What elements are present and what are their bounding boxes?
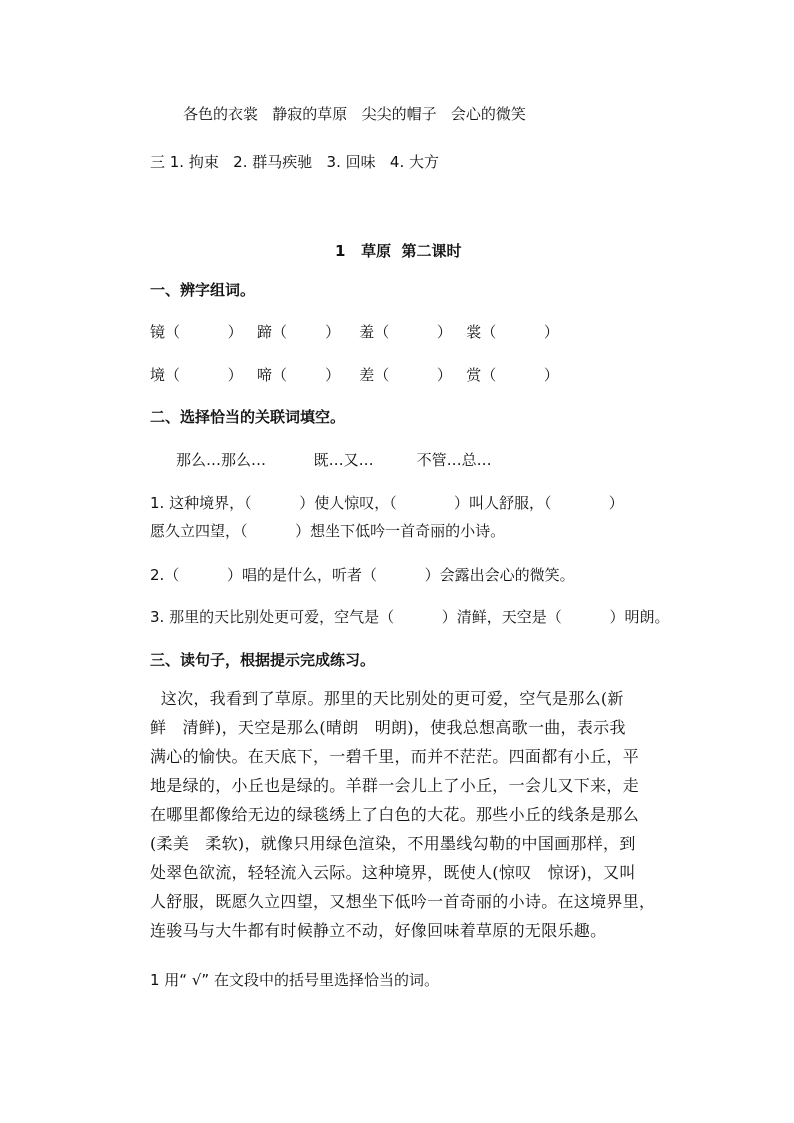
- section-1-heading: 一、辨字组词。: [150, 281, 256, 299]
- question-1-line-1: 1. 这种境界，（ ）使人惊叹，（ ）叫人舒服，（ ）: [150, 494, 624, 512]
- question-2: 2.（ ）唱的是什么，听者（ ）会露出会心的微笑。: [150, 566, 575, 584]
- passage-line: (柔美 柔软)，就像只用绿色渲染，不用墨线勾勒的中国画那样，到: [150, 834, 636, 853]
- passage-line: 鲜 清鲜)，天空是那么(晴朗 明朗)，使我总想高歌一曲，表示我: [150, 718, 626, 737]
- passage-line: 处翠色欲流，轻轻流入云际。这种境界，既使人(惊叹 惊讶)，又叫: [150, 863, 636, 882]
- word-row-1: 镜（ ） 蹄（ ） 羞（ ） 裳（ ）: [150, 323, 559, 341]
- answer-line-1: 各色的衣裳 静寂的草原 尖尖的帽子 会心的微笑: [183, 105, 526, 123]
- question-1-line-2: 愿久立四望，（ ）想坐下低吟一首奇丽的小诗。: [150, 522, 506, 540]
- question-3: 3. 那里的天比别处更可爱，空气是（ ）清鲜，天空是（ ）明朗。: [150, 608, 670, 626]
- section-3-heading: 三、读句子，根据提示完成练习。: [150, 651, 376, 669]
- answer-line-2: 三 1. 拘束 2. 群马疾驰 3. 回味 4. 大方: [150, 153, 440, 171]
- passage-line: 满心的愉快。在天底下，一碧千里，而并不茫茫。四面都有小丘，平: [150, 747, 640, 766]
- passage-line: 连骏马与大牛都有时候静立不动，好像回味着草原的无限乐趣。: [150, 921, 607, 940]
- passage-line: 人舒服，既愿久立四望，又想坐下低吟一首奇丽的小诗。在这境界里，: [150, 892, 656, 911]
- passage-line: 这次，我看到了草原。那里的天比别处的更可爱，空气是那么(新: [150, 689, 624, 708]
- lesson-title: 1 草原 第二课时: [335, 242, 462, 260]
- word-row-2: 境（ ） 啼（ ） 差（ ） 赏（ ）: [150, 366, 559, 384]
- section-2-heading: 二、选择恰当的关联词填空。: [150, 408, 346, 426]
- passage-line: 地是绿的，小丘也是绿的。羊群一会儿上了小丘，一会儿又下来，走: [150, 776, 640, 795]
- conjunction-options: 那么…那么… 既…又… 不管…总…: [176, 451, 492, 469]
- passage-line: 在哪里都像给无边的绿毯绣上了白色的大花。那些小丘的线条是那么: [150, 805, 640, 824]
- task-1: 1 用“ √” 在文段中的括号里选择恰当的词。: [150, 971, 439, 989]
